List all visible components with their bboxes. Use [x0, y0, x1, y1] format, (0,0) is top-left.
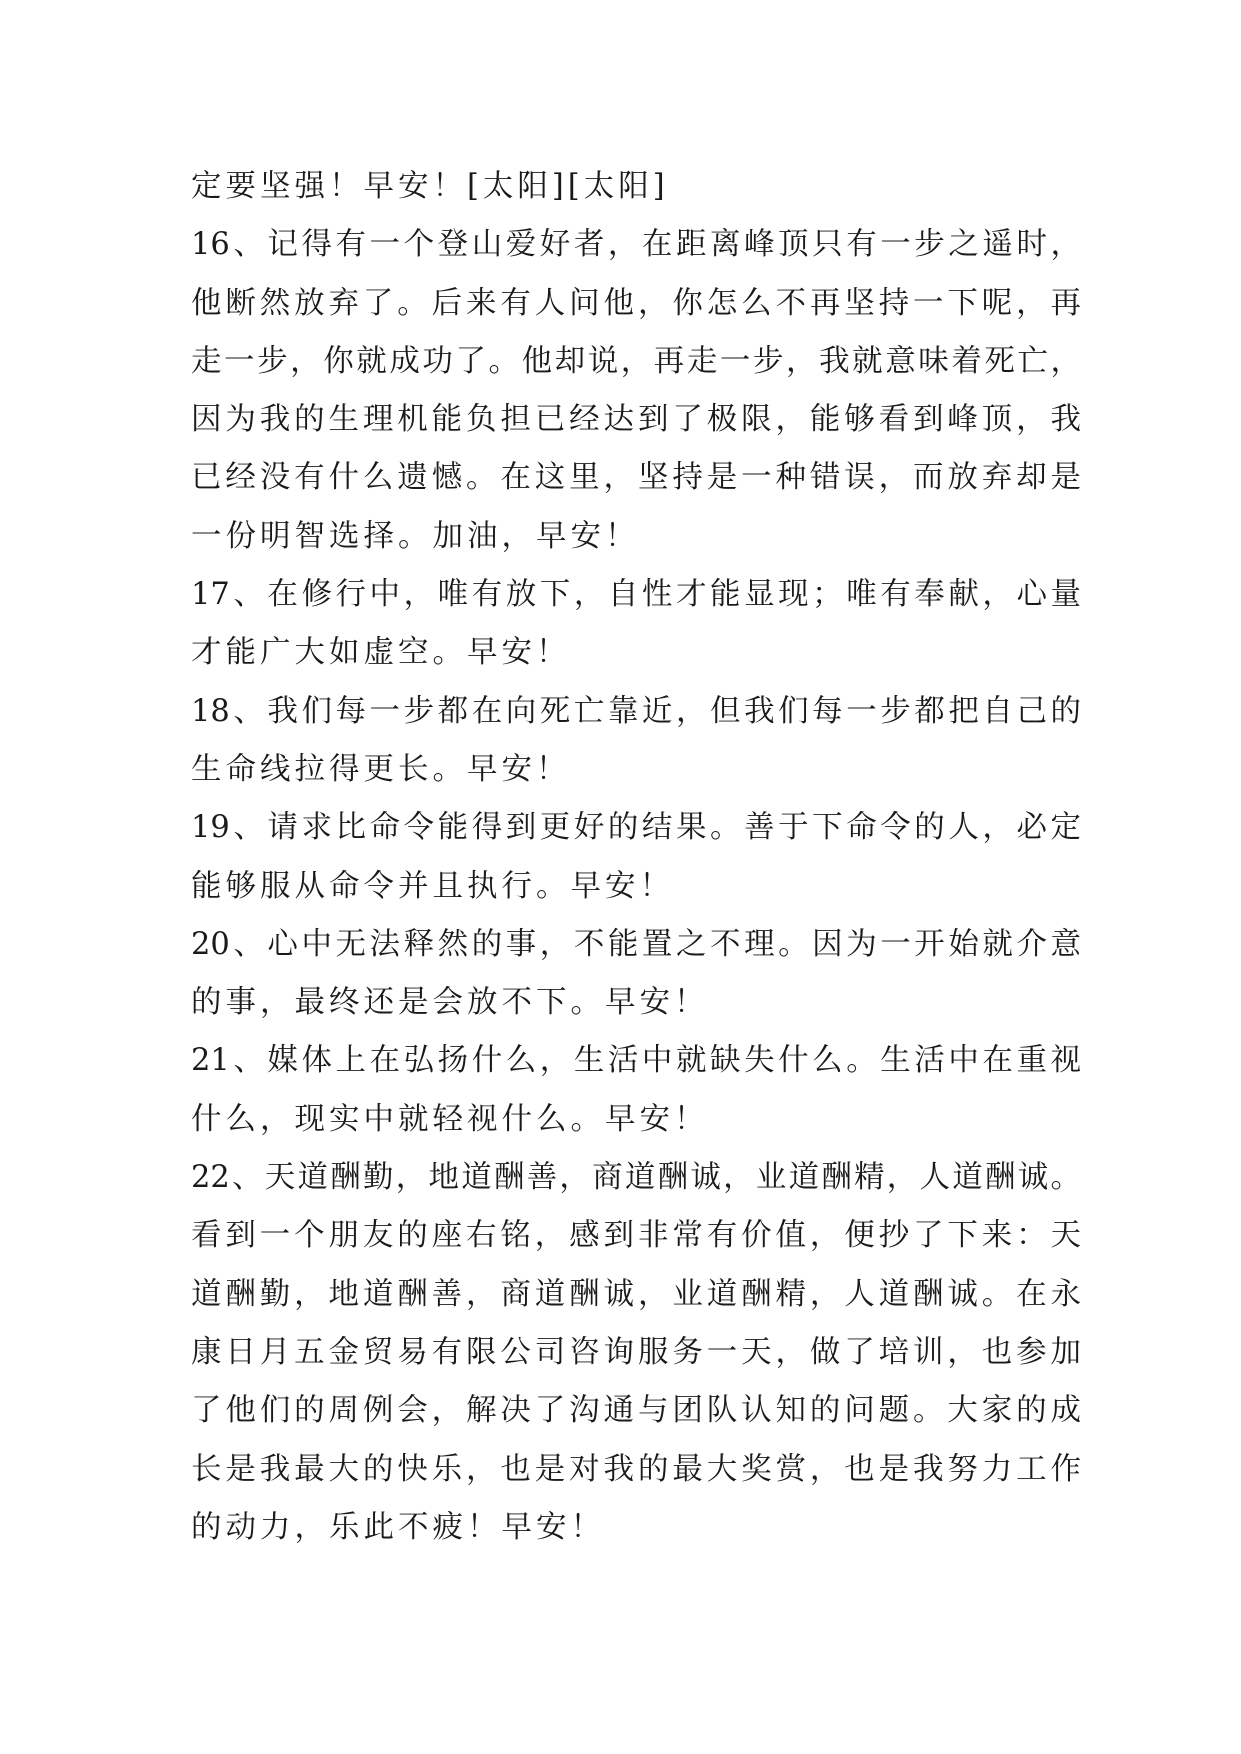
text-line: 的动力，乐此不疲！早安！	[191, 1509, 605, 1545]
text-line: 已经没有什么遗憾。在这里，坚持是一种错误，而放弃却是	[191, 460, 1081, 496]
text-line: 定要坚强！早安！[太阳][太阳]	[191, 169, 669, 204]
text-line: 生命线拉得更长。早安！	[191, 751, 571, 787]
text-line: 18、我们每一步都在向死亡靠近，但我们每一步都把自己的	[191, 693, 1081, 729]
text-line: 走一步，你就成功了。他却说，再走一步，我就意味着死亡，	[191, 343, 1081, 379]
text-line: 什么，现实中就轻视什么。早安！	[191, 1101, 709, 1137]
body-text	[191, 158, 1081, 1557]
text-line: 16、记得有一个登山爱好者，在距离峰顶只有一步之遥时，	[191, 227, 1081, 263]
text-line: 17、在修行中，唯有放下，自性才能显现；唯有奉献，心量	[191, 577, 1081, 613]
text-line: 康日月五金贸易有限公司咨询服务一天，做了培训，也参加	[191, 1334, 1081, 1370]
text-line: 的事，最终还是会放不下。早安！	[191, 985, 709, 1021]
text-line: 了他们的周例会，解决了沟通与团队认知的问题。大家的成	[191, 1393, 1081, 1429]
text-line: 看到一个朋友的座右铭，感到非常有价值，便抄了下来：天	[191, 1218, 1081, 1254]
text-line: 一份明智选择。加油，早安！	[191, 518, 640, 554]
text-line: 因为我的生理机能负担已经达到了极限，能够看到峰顶，我	[191, 402, 1081, 438]
text-line: 他断然放弃了。后来有人问他，你怎么不再坚持一下呢，再	[191, 285, 1081, 321]
text-line: 21、媒体上在弘扬什么，生活中就缺失什么。生活中在重视	[191, 1043, 1081, 1079]
text-line: 20、心中无法释然的事，不能置之不理。因为一开始就介意	[191, 926, 1081, 962]
text-line: 22、天道酬勤，地道酬善，商道酬诚，业道酬精，人道酬诚。	[191, 1160, 1081, 1196]
text-line: 道酬勤，地道酬善，商道酬诚，业道酬精，人道酬诚。在永	[191, 1276, 1081, 1312]
text-line: 19、请求比命令能得到更好的结果。善于下命令的人，必定	[191, 810, 1081, 846]
text-line: 能够服从命令并且执行。早安！	[191, 868, 674, 904]
text-line: 才能广大如虚空。早安！	[191, 635, 571, 671]
text-line: 长是我最大的快乐，也是对我的最大奖赏，也是我努力工作	[191, 1451, 1081, 1487]
